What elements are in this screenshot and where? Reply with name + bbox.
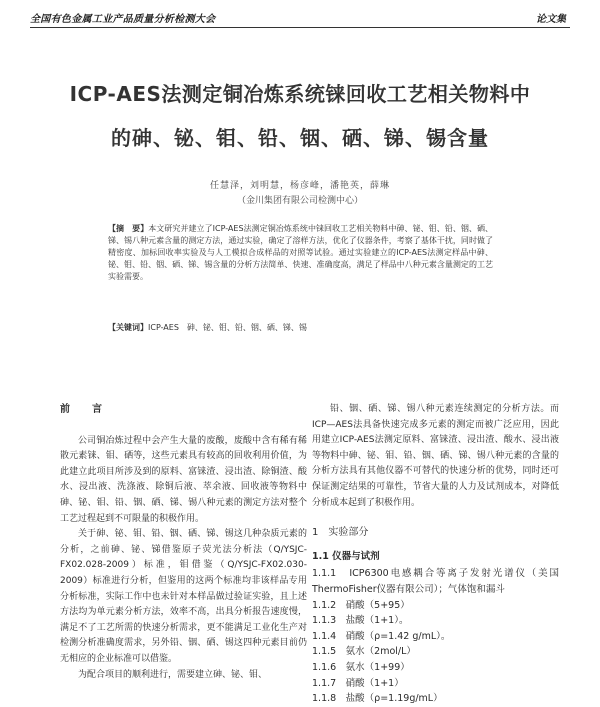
left-column [60,402,307,683]
abstract-label: 【摘 要】 [108,224,149,233]
list-item: 1.1.6 氨水（1+99） [312,661,410,673]
keywords-label: 【关键词】 [108,323,148,332]
keywords-text: ICP-AES 砷、铋、钼、铅、铟、硒、锑、锡 [148,323,307,332]
paragraph: 公司铜冶炼过程中会产生大量的废酸，废酸中含有稀有稀散元素铼、钼、硒等，这些元素具有较高的回收利用价值，为此建立此项目所涉及到的原料、富铼渣、浸出渣、除铜渣、酸水、浸出液、洗涤液、除铜后液、萃余液、回收液等物料中砷、铋、钼、铅、铟、硒、锑、锡八种元素的测定方法对整个工艺过程起到不可限量的积极作用。 [60,435,307,524]
paper-title-line2: 的砷、铋、钼、铅、铟、硒、锑、锡含量 [111,126,489,150]
paper-title-line1: ICP-AES法测定铜冶炼系统铼回收工艺相关物料中 [69,82,531,106]
running-header [30,10,570,24]
subsection-title: 1.1 仪器与试剂 [312,550,380,562]
keywords [108,322,493,333]
conference-name: 全国有色金属工业产品质量分析检测大会 [30,14,216,25]
section-title-experiment: 1 实验部分 [312,527,369,539]
abstract [108,223,493,283]
paragraph: 铅、铟、硒、锑、锡八种元素连续测定的分析方法。而ICP—AES法具备快速完成多元素的测定而被广泛应用，因此用建立ICP-AES法测定原料、富铼渣、浸出渣、酸水、浸出液等物料中砷、铋、钼、铅、铟、硒、锑、锡八种元素的含量的分析方法具有其他仪器不可替代的快速分析的优势，同时还可保证测定结果的可靠性，节省大量的人力及试剂成本，对降低分析成本起到了积极作用。 [312,404,559,508]
proceedings-label: 论文集 [536,14,566,25]
list-item: 1.1.1 ICP6300电感耦合等离子发射光谱仪（美国ThermoFisher仪器有限公司）；气体饱和漏斗 [312,568,559,595]
list-item: 1.1.2 硝酸（5+95） [312,599,410,611]
list-item: 1.1.5 氨水（2mol/L） [312,646,416,658]
list-item: 1.1.7 硝酸（1+1） [312,677,404,689]
paragraph: 为配合项目的顺利进行，需要建立砷、铋、钼、 [78,669,268,680]
affiliation: （金川集团有限公司检测中心） [236,196,363,206]
list-item: 1.1.4 硝酸（ρ=1.42 g/mL）。 [312,630,451,642]
header-rule [30,27,570,28]
paragraph: 关于砷、铋、钼、铅、铟、硒、锑、锡这几种杂质元素的分析，之前砷、铋、锑借鉴原子荧光法分析法（Q/YSJC-FX02.028-2009）标准，钼借鉴（Q/YSJC-FX02.030-2009）标准进行分析，但鉴用的这两个标准均非该样品专用分析标准，实际工作中也未针对本样品做过验证实验，且上述方法均为单元素分析方法，效率不高，出具分析报告速度慢，满足不了工艺所需的快速分析需求，更不能满足工业化生产对检测分析准确度需求，另外铅、铟、硒、锡这四种元素目前仍无相应的企业标准可以借鉴。 [60,529,307,664]
list-item: 1.1.3 盐酸（1+1）。 [312,615,409,627]
right-column [312,402,559,707]
list-item: 1.1.8 盐酸（ρ=1.19g/mL） [312,693,443,705]
abstract-text: 本文研究并建立了ICP-AES法测定铜冶炼系统中铼回收工艺相关物料中砷、铋、钼、铅、铟、硒、锑、锡八种元素含量的测定方法，通过实验，确定了溶样方法，优化了仪器条件，考察了基体干扰，同时做了精密度、加标回收率实验及与人工模拟合成样品的对照等试验。通过实验建立的ICP-AES法测定样品中砷、铋、钼、铅、铟、硒、锑、锡含量的分析方法简单、快速、准确度高，满足了样品中八种元素含量测定的工艺实验需要。 [108,224,494,282]
section-title-intro: 前 言 [60,404,108,415]
author-list: 任慧泽，刘明慧，杨彦峰，潘艳英，薛琳 [209,181,390,191]
